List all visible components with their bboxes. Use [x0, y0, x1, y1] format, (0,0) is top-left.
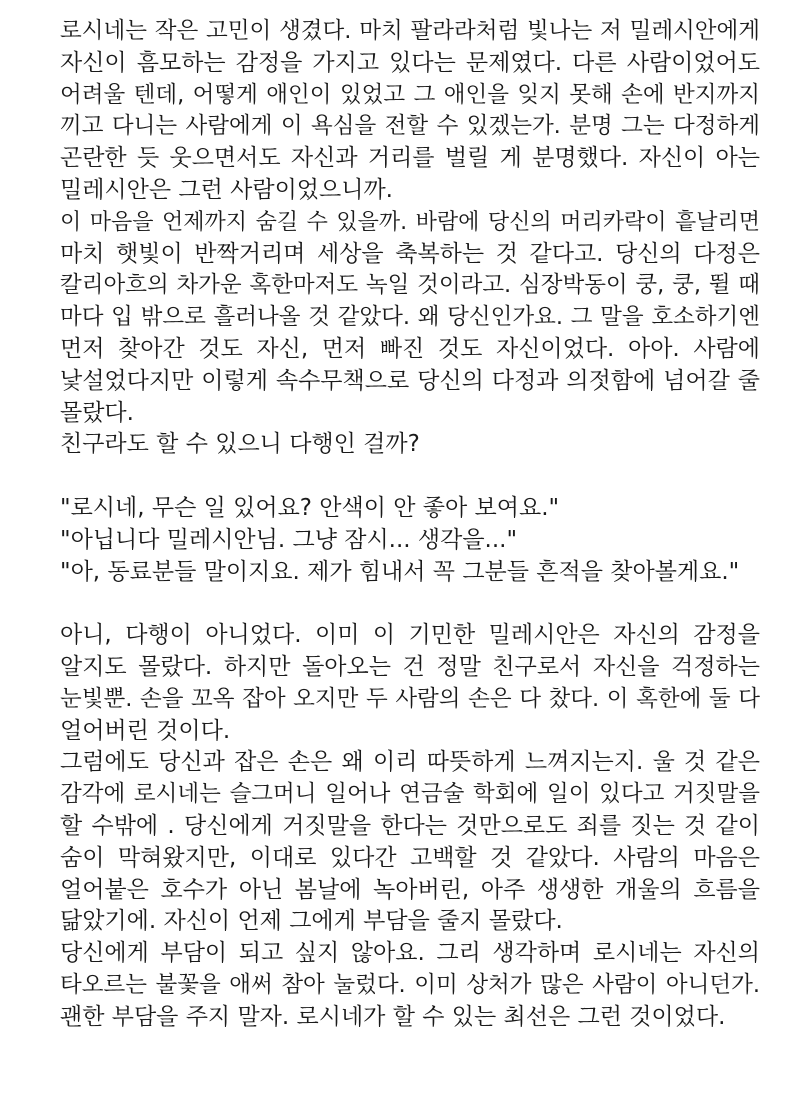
blank-line — [60, 461, 760, 493]
text-line: 괜한 부담을 주지 말자. 로시네가 할 수 있는 최선은 그런 것이었다. — [60, 1003, 726, 1030]
paragraph — [60, 16, 760, 207]
text-line: 끼고 다니는 사람에게 이 욕심을 전할 수 있겠는가. 분명 그는 다정하게 — [60, 113, 760, 140]
text-line: 당신에게 부담이 되고 싶지 않아요. 그리 생각하며 로시네는 자신의 — [60, 940, 760, 967]
text-line: 감각에 로시네는 슬그머니 일어나 연금술 학회에 일이 있다고 거짓말을 — [60, 781, 760, 808]
text-line: 알지도 몰랐다. 하지만 돌아오는 건 정말 친구로서 자신을 걱정하는 — [60, 653, 760, 680]
paragraph — [60, 747, 760, 938]
text-line: 그럼에도 당신과 잡은 손은 왜 이리 따뜻하게 느껴지는지. 울 것 같은 — [60, 749, 760, 776]
paragraph — [60, 429, 760, 461]
text-line: 로시네는 작은 고민이 생겼다. 마치 팔라라처럼 빛나는 저 밀레시안에게 — [60, 18, 760, 44]
text-line: 닮았기에. 자신이 언제 그에게 부담을 줄지 몰랐다. — [60, 908, 563, 935]
paragraph — [60, 620, 760, 747]
blank-line — [60, 588, 760, 620]
text-line: 친구라도 할 수 있으니 다행인 걸까? — [60, 431, 420, 458]
document-body — [60, 16, 760, 1034]
text-line: 타오르는 불꽃을 애써 참아 눌렀다. 이미 상처가 많은 사람이 아니던가. — [60, 971, 760, 998]
text-line: 마치 햇빛이 반짝거리며 세상을 축복하는 것 같다고. 당신의 다정은 — [60, 240, 760, 267]
text-line: 곤란한 듯 웃으면서도 자신과 거리를 벌릴 게 분명했다. 자신이 아는 — [60, 145, 760, 172]
dialogue-line — [60, 557, 760, 589]
text-line: 낯설었다지만 이렇게 속수무책으로 당신의 다정과 의젓함에 넘어갈 줄 — [60, 367, 760, 394]
paragraph — [60, 207, 760, 430]
text-line: 밀레시안은 그런 사람이었으니까. — [60, 176, 393, 203]
text-line: "아, 동료분들 말이지요. 제가 힘내서 꼭 그분들 흔적을 찾아볼게요." — [60, 558, 740, 585]
text-line: 이 마음을 언제까지 숨길 수 있을까. 바람에 당신의 머리카락이 흩날리면 — [60, 209, 760, 235]
text-line: 마다 입 밖으로 흘러나올 것 같았다. 왜 당신인가요. 그 말을 호소하기엔 — [60, 304, 760, 331]
text-line: 아니, 다행이 아니었다. 이미 이 기민한 밀레시안은 자신의 감정을 — [60, 622, 760, 649]
text-line: 눈빛뿐. 손을 꼬옥 잡아 오지만 두 사람의 손은 다 찼다. 이 혹한에 둘 다 — [60, 685, 760, 712]
text-line: 얼어붙은 호수가 아닌 봄날에 녹아버린, 아주 생생한 개울의 흐름을 — [60, 876, 760, 903]
dialogue-line — [60, 493, 760, 525]
text-line: 칼리아흐의 차가운 혹한마저도 녹일 것이라고. 심장박동이 쿵, 쿵, 뛸 때 — [60, 272, 760, 299]
text-line: 몰랐다. — [60, 399, 134, 426]
text-line: "아닙니다 밀레시안님. 그냥 잠시... 생각을..." — [60, 526, 518, 553]
text-line: 어려울 텐데, 어떻게 애인이 있었고 그 애인을 잊지 못해 손에 반지까지 — [60, 81, 760, 108]
text-line: 숨이 막혀왔지만, 이대로 있다간 고백할 것 같았다. 사람의 마음은 — [60, 844, 760, 871]
dialogue-line — [60, 525, 760, 557]
text-line: 얼어버린 것이다. — [60, 717, 231, 744]
text-line: 자신이 흠모하는 감정을 가지고 있다는 문제였다. 다른 사람이었어도 — [60, 49, 760, 76]
text-line: 먼저 찾아간 것도 자신, 먼저 빠진 것도 자신이었다. 아아. 사람에 — [60, 335, 760, 362]
text-line: 할 수밖에 . 당신에게 거짓말을 한다는 것만으로도 죄를 짓는 것 같이 — [60, 812, 760, 839]
paragraph — [60, 938, 760, 1033]
text-line: "로시네, 무슨 일 있어요? 안색이 안 좋아 보여요." — [60, 494, 560, 521]
